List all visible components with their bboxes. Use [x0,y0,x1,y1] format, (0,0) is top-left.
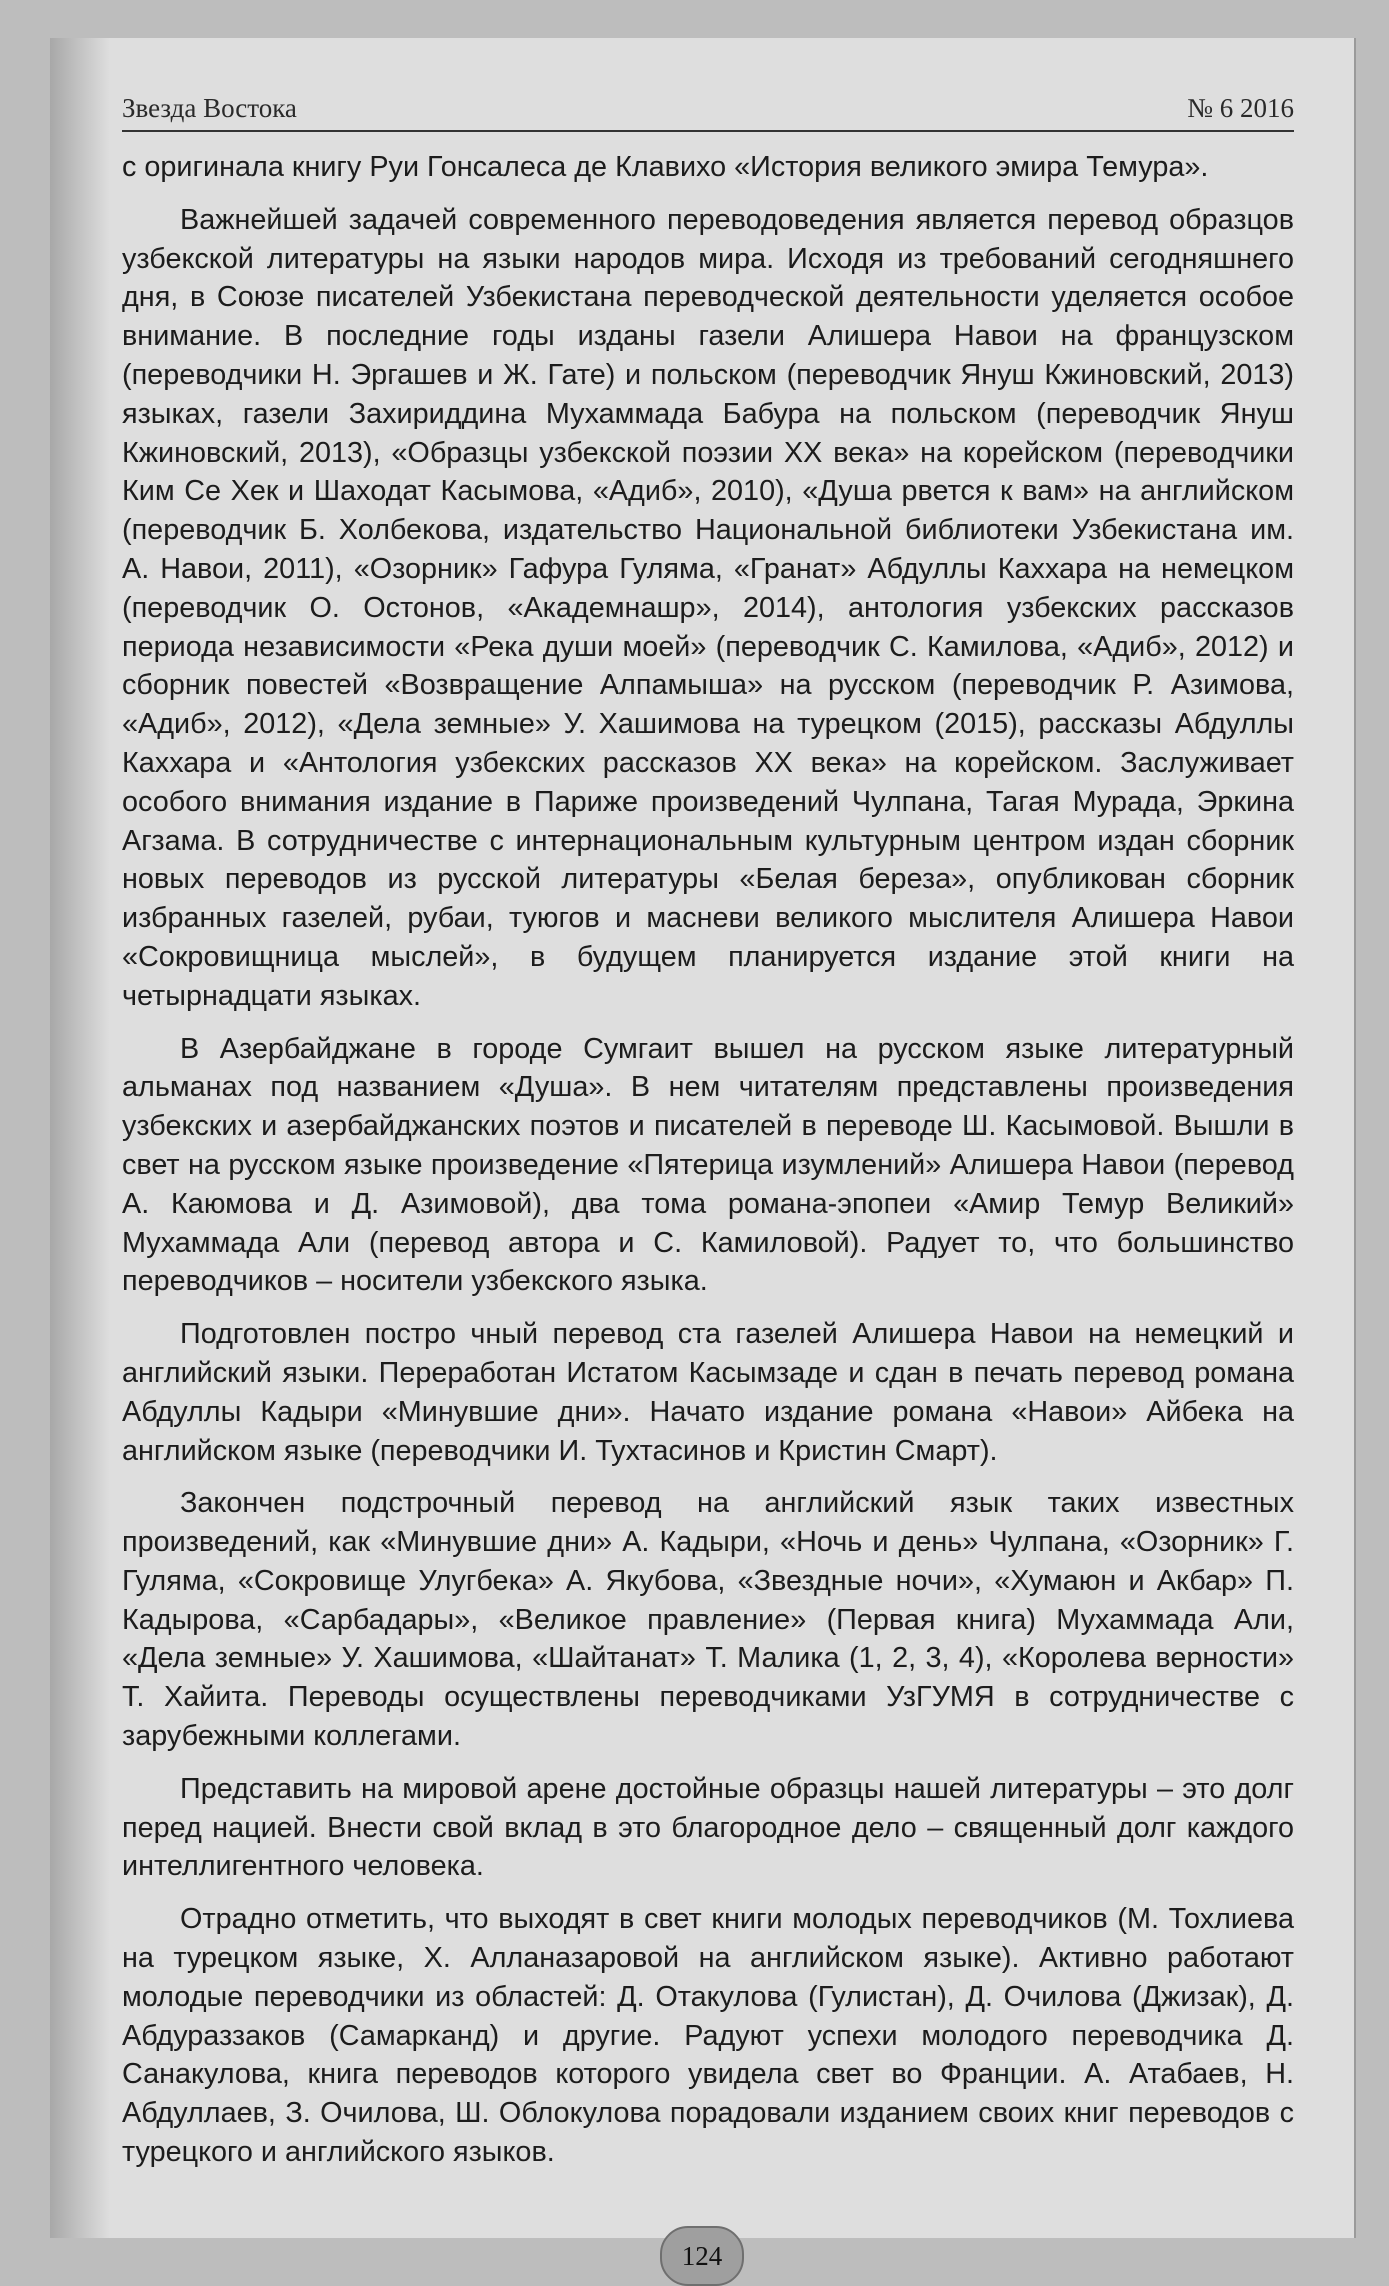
article-body [122,148,1294,2186]
paragraph: Важнейшей задачей современного переводоведения является перевод образцов узбекской литературы на языки народов мира. Исходя из требований сегодняшнего дня, в Союзе писателей Узбекистана переводческой деятельности уделяется особое внимание. В последние годы изданы газели Алишера Навои на французском (переводчики Н. Эргашев и Ж. Гате) и польском (переводчик Януш Кжиновский, 2013) языках, газели Захириддина Мухаммада Бабура на польском (переводчик Януш Кжиновский, 2013), «Образцы узбекской поэзии XX века» на корейском (переводчики Ким Се Хек и Шаходат Касымова, «Адиб», 2010), «Душа рвется к вам» на английском (переводчик Б. Холбекова, издательство Национальной библиотеки Узбекистана им. А. Навои, 2011), «Озорник» Гафура Гуляма, «Гранат» Абдуллы Каххара на немецком (переводчик О. Остонов, «Академнашр», 2014), антология узбекских рассказов периода независимости «Река души моей» (переводчик С. Камилова, «Адиб», 2012) и сборник повестей «Возвращение Алпамыша» на русском (переводчик Р. Азимова, «Адиб», 2012), «Дела земные» У. Хашимова на турецком (2015), рассказы Абдуллы Каххара и «Антология узбекских рассказов XX века» на корейском. Заслуживает особого внимания издание в Париже произведений Чулпана, Тагая Мурада, Эркина Агзама. В сотрудничестве с интернациональным культурным центром издан сборник новых переводов из русской литературы «Белая береза», опубликован сборник избранных газелей, рубаи, туюгов и масневи великого мыслителя Алишера Навои «Сокровищница мыслей», в будущем планируется издание этой книги на четырнадцати языках. [122,203,1294,1012]
spine-shadow [50,38,110,2238]
journal-page [50,38,1356,2271]
paragraph: В Азербайджане в городе Сумгаит вышел на русском языке литературный альманах под названием «Душа». В нем читателям представлены произведения узбекских и азербайджанских поэтов и писателей в переводе Ш. Касымовой. Вышли в свет на русском языке произведение «Пятерица изумлений» Алишера Навои (перевод А. Каюмова и Д. Азимовой), два тома романа-эпопеи «Амир Темур Великий» Мухаммада Али (перевод автора и С. Камиловой). Радует то, что большинство переводчиков – носители узбекского языка. [122,1032,1294,1298]
paragraph: с оригинала книгу Руи Гонсалеса де Клавихо «История великого эмира Темура». [122,151,1209,183]
journal-title: Звезда Востока [122,93,297,123]
paragraph: Отрадно отметить, что выходят в свет книги молодых переводчиков (М. Тохлиева на турецком языке, Х. Алланазаровой на английском языке). Активно работают молодые переводчики из областей: Д. Отакулова (Гулистан), Д. Очилова (Джизак), Д. Абдураззаков (Самарканд) и другие. Радуют успехи молодого переводчика Д. Санакулова, книга переводов которого увидела свет во Франции. А. Атабаев, Н. Абдуллаев, З. Очилова, Ш. Облокулова порадовали изданием своих книг переводов с турецкого и английского языков. [122,1903,1294,2169]
paragraph: Закончен подстрочный перевод на английский язык таких известных произведений, как «Минувшие дни» А. Кадыри, «Ночь и день» Чулпана, «Озорник» Г. Гуляма, «Сокровище Улугбека» А. Якубова, «Звездные ночи», «Хумаюн и Акбар» П. Кадырова, «Сарбадары», «Великое правление» (Первая книга) Мухаммада Али, «Дела земные» У. Хашимова, «Шайтанат» Т. Малика (1, 2, 3, 4), «Королева верности» Т. Хайита. Переводы осуществлены переводчиками УзГУМЯ в сотрудничестве с зарубежными коллегами. [122,1487,1294,1753]
running-header [122,90,1294,132]
paragraph: Представить на мировой арене достойные образцы нашей литературы – это долг перед нацией. Внести свой вклад в это благородное дело – священный долг каждого интеллигентного человека. [122,1772,1294,1883]
page-number: 124 [660,2226,744,2286]
issue-number: № 6 2016 [1187,93,1294,123]
paragraph: Подготовлен постро чный перевод ста газелей Алишера Навои на немецкий и английский языки. Переработан Истатом Касымзаде и сдан в печать перевод романа Абдуллы Кадыри «Минувшие дни». Начато издание романа «Навои» Айбека на английском языке (переводчики И. Тухтасинов и Кристин Смарт). [122,1318,1294,1467]
